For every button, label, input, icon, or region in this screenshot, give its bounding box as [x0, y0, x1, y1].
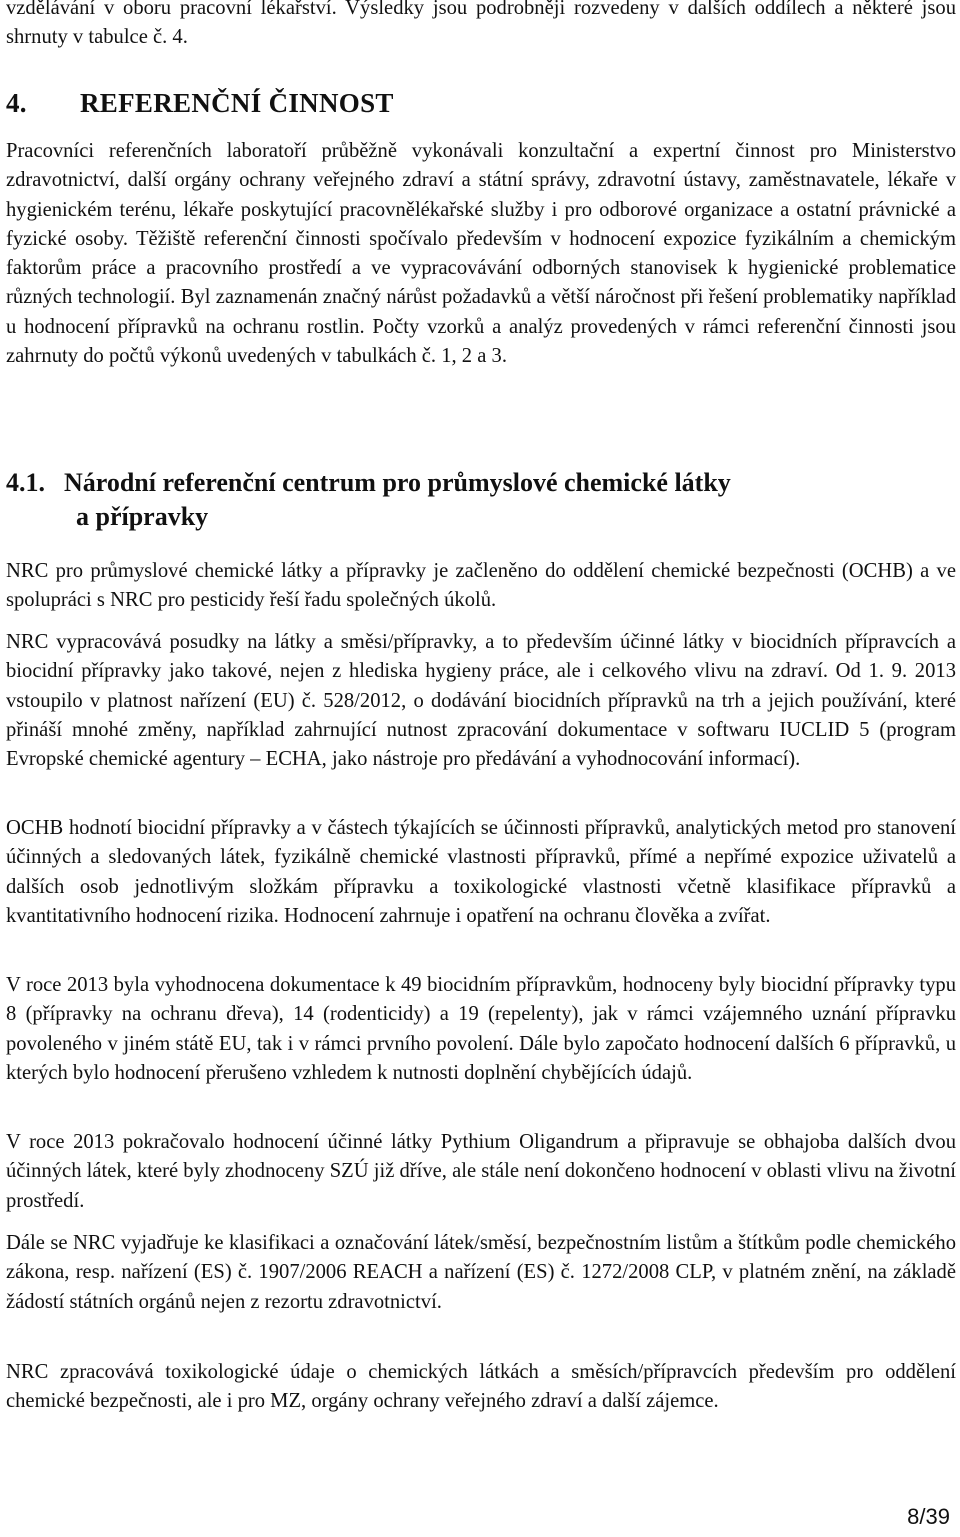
section-4-heading [6, 88, 394, 119]
intro-paragraph: vzdělávání v oboru pracovní lékařství. Výsledky jsou podrobněji rozvedeny v dalších oddílech a některé jsou shrnuty v tabulce č. 4. [6, 0, 956, 49]
paragraph-2013-documentation: V roce 2013 byla vyhodnocena dokumentace k 49 biocidním přípravkům, hodnoceny byly biocidní přípravky typu 8 (přípravky na ochranu dřeva), 14 (rodenticidy) a 19 (repelenty), jak v rámci vzájemného uznání přípravku povoleného v jiném státě EU, tak i v rámci prvního povolení. Dále bylo započato hodnocení dalších 6 přípravků, u kterých bylo hodnocení přerušeno vzhledem k nutnosti doplnění chybějících údajů. [6, 974, 956, 1084]
paragraph-classification: Dále se NRC vyjadřuje ke klasifikaci a označování látek/směsí, bezpečnostním listům a štítkům podle chemického zákona, resp. nařízení (ES) č. 1907/2006 REACH a nařízení (ES) č. 1272/2008 CLP, v platném znění, na základě žádostí státních orgánů nejen z rezortu zdravotnictví. [6, 1232, 956, 1313]
page-number: 8/39 [907, 1504, 950, 1529]
paragraph-nrc-assessments: NRC vypracovává posudky na látky a směsi/přípravky, a to především účinné látky v biocidních přípravcích a biocidní přípravky jako takové, nejen z hlediska hygieny práce, ale i celkového vlivu na zdraví. Od 1. 9. 2013 vstoupilo v platnost nařízení (EU) č. 528/2012, o dodávání biocidních přípravků na trh a jejich používání, které přináší mnohé změny, například zahrnující nutnost zpracování dokumentace v softwaru IUCLID 5 (program Evropské chemické agentury – ECHA, jako nástroje pro předávání a vyhodnocování informací). [6, 631, 956, 771]
paragraph-ochb-evaluation: OCHB hodnotí biocidní přípravky a v částech týkajících se účinnosti přípravků, analytických metod pro stanovení účinných a sledovaných látek, fyzikálně chemické vlastnosti přípravků, přímé a nepřímé expozice uživatelů a dalších osob jednotlivým složkám přípravku a toxikologické vlastnosti včetně klasifikace přípravků a kvantitativního hodnocení rizika. Hodnocení zahrnuje i opatření na ochranu člověka a zvířat. [6, 817, 956, 927]
paragraph-nrc-intro: NRC pro průmyslové chemické látky a přípravky je začleněno do oddělení chemické bezpečnosti (OCHB) a ve spolupráci s NRC pro pesticidy řeší řadu společných úkolů. [6, 560, 956, 612]
section-4-1-title-line1: Národní referenční centrum pro průmyslové chemické látky [64, 468, 731, 497]
section-4-1-number: 4.1. [6, 468, 45, 497]
section-4-1-heading [6, 466, 906, 534]
section-4-number: 4. [6, 88, 27, 118]
section-4-title: REFERENČNÍ ČINNOST [80, 88, 394, 118]
section-4-paragraph: Pracovníci referenčních laboratoří průběžně vykonávali konzultační a expertní činnost pro Ministerstvo zdravotnictví, další orgány ochrany veřejného zdraví a státní správy, zdravotní ústavy, zaměstnavatele, lékaře v hygienickém terénu, lékaře poskytující pracovnělékařské služby i pro odborové organizace a ostatní právnické a fyzické osoby. Těžiště referenční činnosti spočívalo především v hodnocení expozice fyzikálním a chemickým faktorům práce a pracovního prostředí a ve vypracovávání odborných stanovisek k hygienické problematice různých technologií. Byl zaznamenán značný nárůst požadavků a větší náročnost při řešení problematiky například u hodnocení přípravků na ochranu rostlin. Počty vzorků a analýz provedených v rámci referenční činnosti jsou zahrnuty do počtů výkonů uvedených v tabulkách č. 1, 2 a 3. [6, 140, 956, 368]
paragraph-toxicology: NRC zpracovává toxikologické údaje o chemických látkách a směsích/přípravcích především pro oddělení chemické bezpečnosti, ale i pro MZ, orgány ochrany veřejného zdraví a další zájemce. [6, 1361, 956, 1413]
section-4-1-title-line2: a přípravky [76, 502, 209, 531]
paragraph-2013-pythium: V roce 2013 pokračovalo hodnocení účinné látky Pythium Oligandrum a připravuje se obhajoba dalších dvou účinných látek, které byly zhodnoceny SZÚ již dříve, ale stále není dokončeno hodnocení v oblasti vlivu na životní prostředí. [6, 1131, 956, 1212]
